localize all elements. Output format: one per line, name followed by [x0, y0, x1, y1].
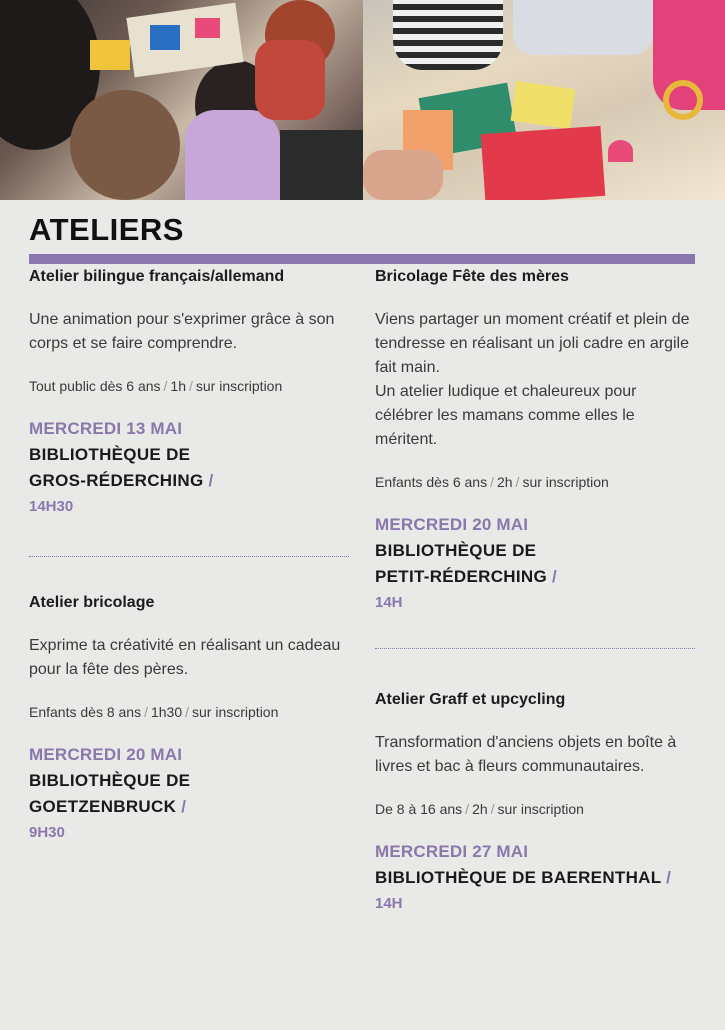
workshop-description: Transformation d'anciens objets en boîte à livres et bac à fleurs communautaires.	[375, 734, 677, 775]
registration: sur inscription	[195, 378, 283, 394]
separator: /	[666, 868, 672, 887]
workshop-date: MERCREDI 20 MAI	[29, 745, 183, 764]
workshop-meta	[375, 472, 695, 492]
workshop-fete-des-meres	[375, 266, 695, 616]
workshop-meta	[29, 376, 349, 396]
place-name: PETIT-RÉDERCHING	[375, 567, 547, 586]
workshop-description: Une animation pour s'exprimer grâce à son corps et se faire comprendre.	[29, 311, 335, 352]
workshop-title: Bricolage Fête des mères	[375, 268, 569, 285]
duration: 1h	[170, 378, 186, 394]
workshop-time: 14H	[375, 594, 403, 611]
registration: sur inscription	[192, 704, 279, 720]
separator: /	[515, 474, 520, 490]
place-name: BIBLIOTHÈQUE DE BAERENTHAL	[375, 868, 662, 887]
separator: /	[490, 801, 495, 817]
workshop-bilingue	[29, 266, 349, 520]
workshop-description: Exprime ta créativité en réalisant un cadeau pour la fête des pères.	[29, 637, 341, 678]
title-underline	[29, 254, 695, 264]
workshop-bricolage	[29, 592, 349, 846]
duration: 2h	[472, 801, 488, 817]
divider	[375, 648, 695, 649]
separator: /	[181, 797, 187, 816]
workshop-date: MERCREDI 13 MAI	[29, 419, 183, 438]
paper-crafts-photo	[363, 0, 725, 200]
audience: Tout public dès 6 ans	[29, 378, 161, 394]
duration: 2h	[496, 474, 513, 490]
registration: sur inscription	[522, 474, 609, 490]
workshop-description: Viens partager un moment créatif et plein de tendresse en réalisant un joli cadre en argile fait main.	[375, 311, 690, 376]
workshop-place-line	[375, 564, 695, 590]
audience: Enfants dès 8 ans	[29, 704, 142, 720]
workshop-place-line: BIBLIOTHÈQUE DE	[29, 771, 191, 790]
place-name: GOETZENBRUCK	[29, 797, 177, 816]
divider	[29, 556, 349, 557]
separator: /	[208, 471, 214, 490]
workshop-place-line	[29, 794, 349, 820]
workshop-title: Atelier Graff et upcycling	[375, 691, 566, 708]
workshop-graff	[375, 689, 695, 917]
workshop-meta	[375, 799, 695, 819]
audience: Enfants dès 6 ans	[375, 474, 488, 490]
separator: /	[465, 801, 470, 817]
workshop-time: 9H30	[29, 824, 65, 841]
workshop-time: 14H	[375, 895, 403, 912]
separator: /	[189, 378, 193, 394]
workshop-title: Atelier bricolage	[29, 594, 155, 611]
workshop-title: Atelier bilingue français/allemand	[29, 268, 285, 285]
duration: 1h30	[150, 704, 183, 720]
children-crafting-photo	[0, 0, 363, 200]
workshop-time: 14H30	[29, 498, 74, 515]
audience: De 8 à 16 ans	[375, 801, 463, 817]
page-title: ATELIERS	[29, 212, 184, 247]
separator: /	[552, 567, 558, 586]
header-photos	[0, 0, 725, 200]
workshop-place-line	[29, 468, 349, 494]
registration: sur inscription	[497, 801, 584, 817]
separator: /	[144, 704, 148, 720]
workshop-place-line: BIBLIOTHÈQUE DE	[375, 541, 537, 560]
separator: /	[490, 474, 494, 490]
place-name: GROS-RÉDERCHING	[29, 471, 204, 490]
separator: /	[185, 704, 190, 720]
workshop-meta	[29, 702, 349, 722]
separator: /	[163, 378, 168, 394]
workshop-date: MERCREDI 27 MAI	[375, 842, 529, 861]
workshop-place-line: BIBLIOTHÈQUE DE	[29, 445, 191, 464]
workshop-date: MERCREDI 20 MAI	[375, 515, 529, 534]
workshop-place-line	[375, 865, 695, 891]
workshop-description-extra: Un atelier ludique et chaleureux pour célébrer les mamans comme elles le méritent.	[375, 383, 637, 448]
